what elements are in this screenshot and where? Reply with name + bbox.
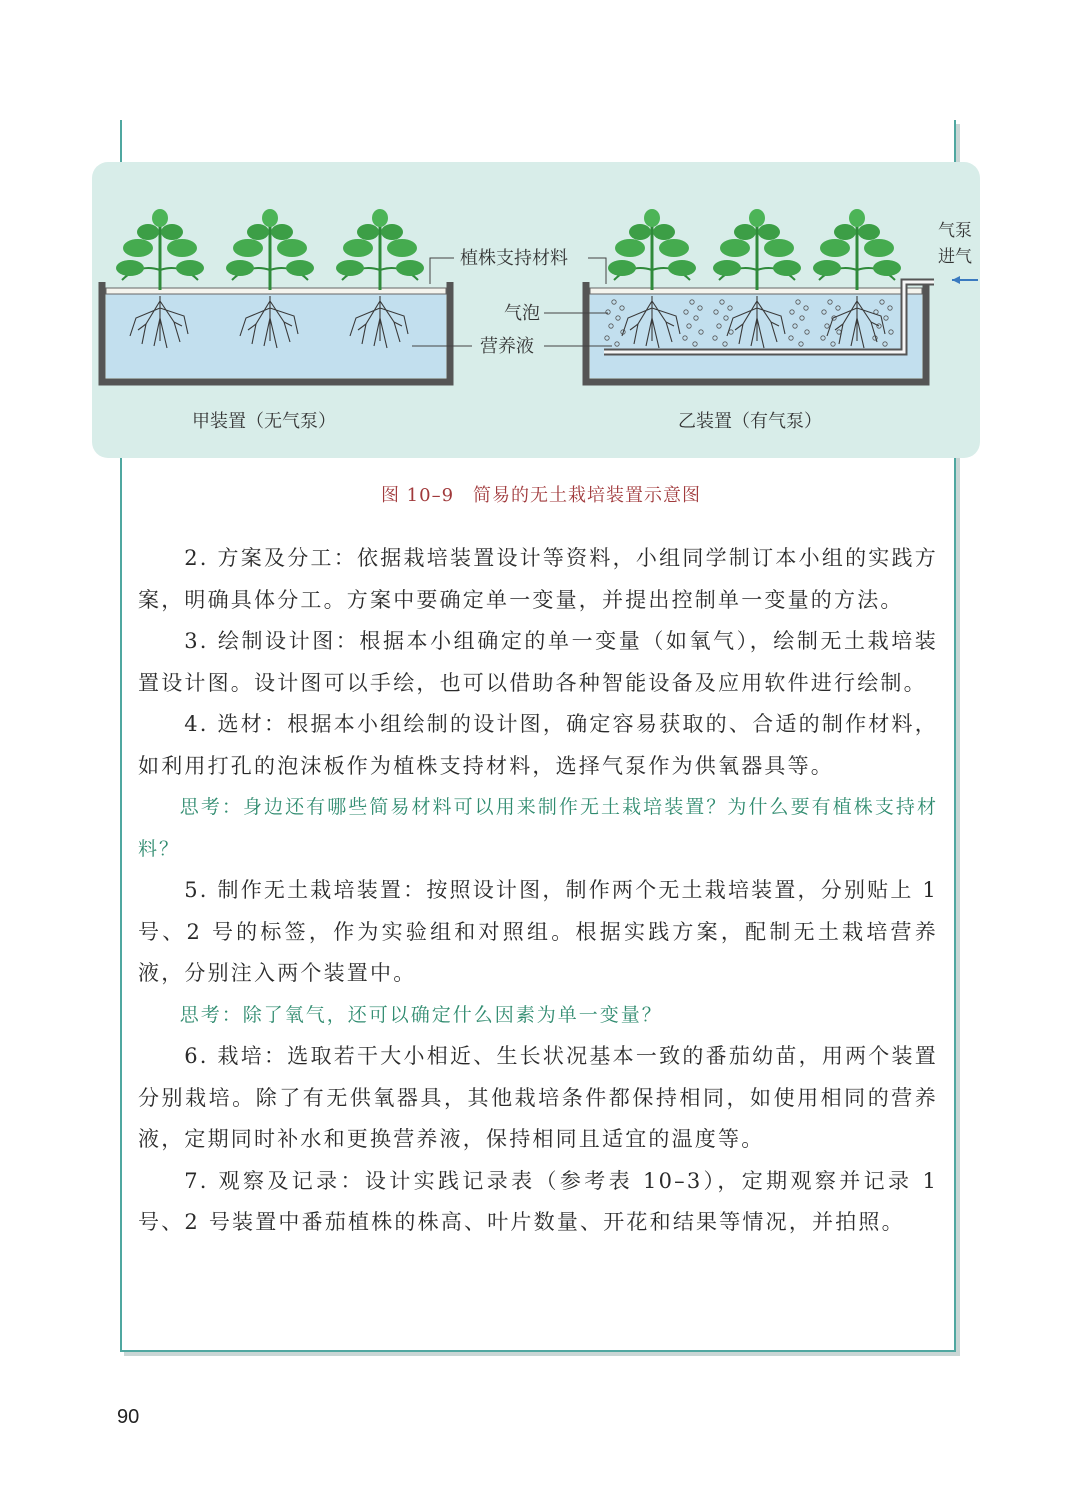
device-a-diagram xyxy=(102,209,450,382)
think-question-1: 思考：身边还有哪些简易材料可以用来制作无土栽培装置？为什么要有植株支持材料？ xyxy=(138,796,938,860)
figure-caption: 图 10–9 简易的无土栽培装置示意图 xyxy=(380,485,702,506)
paragraph-step-3: 3. 绘制设计图：根据本小组确定的单一变量（如氧气），绘制无土栽培装置设计图。设计图可以手绘，也可以借助各种智能设备及应用软件进行绘制。 xyxy=(138,629,938,695)
page-number: 90 xyxy=(117,1406,140,1428)
air-in-label: 进气 xyxy=(938,247,972,267)
paragraph-step-6: 6. 栽培：选取若干大小相近、生长状况基本一致的番茄幼苗，用两个装置分别栽培。除了有无供氧器具，其他栽培条件都保持相同，如使用相同的营养液，定期同时补水和更换营养液，保持相同且适宜的温度等。 xyxy=(138,1044,938,1151)
nutrient-solution-label: 营养液 xyxy=(480,336,534,357)
body-text xyxy=(138,538,938,1244)
paragraph-step-5: 5. 制作无土栽培装置：按照设计图，制作两个无土栽培装置，分别贴上 1 号、2 号的标签，作为实验组和对照组。根据实践方案，配制无土栽培营养液，分别注入两个装置中。 xyxy=(138,878,938,985)
figure-panel xyxy=(92,162,980,458)
paragraph-step-4: 4. 选材：根据本小组绘制的设计图，确定容易获取的、合适的制作材料，如利用打孔的泡沫板作为植株支持材料，选择气泵作为供氧器具等。 xyxy=(138,712,938,778)
air-pump-label: 气泵 xyxy=(938,221,972,241)
paragraph-step-2: 2. 方案及分工：依据栽培装置设计等资料，小组同学制订本小组的实践方案，明确具体分工。方案中要确定单一变量，并提出控制单一变量的方法。 xyxy=(138,546,938,612)
bubbles-label: 气泡 xyxy=(504,303,540,324)
device-b-diagram xyxy=(586,209,978,382)
support-material-label: 植株支持材料 xyxy=(460,248,568,269)
device-a-label: 甲装置（无气泵） xyxy=(192,411,336,432)
device-b-label: 乙装置（有气泵） xyxy=(678,411,822,432)
hydroponics-diagram xyxy=(92,162,980,458)
think-question-2: 思考：除了氧气，还可以确定什么因素为单一变量？ xyxy=(179,1003,663,1026)
paragraph-step-7: 7. 观察及记录：设计实践记录表（参考表 10–3），定期观察并记录 1 号、2 号装置中番茄植株的株高、叶片数量、开花和结果等情况，并拍照。 xyxy=(138,1168,938,1234)
